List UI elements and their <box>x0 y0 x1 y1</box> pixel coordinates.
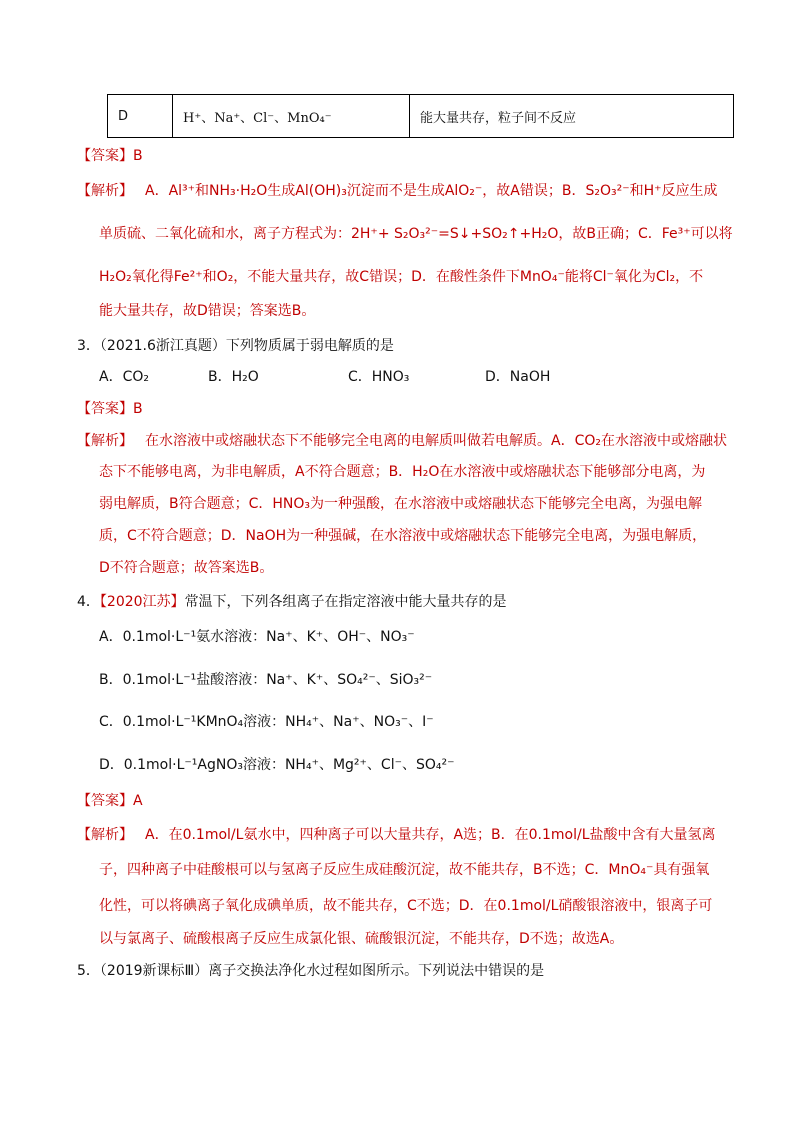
q4-analysis-line-4: 以与氯离子、硫酸根离子反应生成氯化银、硫酸银沉淀，不能共存，D不选；故选A。 <box>99 931 624 947</box>
q4-source-tag: 【2020江苏】 <box>99 594 185 610</box>
q3-analysis-label: 【解析】 <box>77 433 133 449</box>
q3-answer <box>77 399 143 419</box>
q3-option-c: C．HNO₃ <box>348 369 410 385</box>
q3-analysis-line-5: D不符合题意；故答案选B。 <box>99 560 274 576</box>
q4-option-a: A．0.1mol·L⁻¹氨水溶液：Na⁺、K⁺、OH⁻、NO₃⁻ <box>99 629 415 645</box>
q2-analysis-line-4: 能大量共存，故D错误；答案选B。 <box>99 303 316 319</box>
q4-stem-text: 常温下，下列各组离子在指定溶液中能大量共存的是 <box>184 594 507 610</box>
q4-option-c: C．0.1mol·L⁻¹KMnO₄溶液：NH₄⁺、Na⁺、NO₃⁻、I⁻ <box>99 714 434 730</box>
q3-option-a: A．CO₂ <box>99 369 149 385</box>
answer-value: A <box>133 793 143 809</box>
q2-analysis-label: 【解析】 <box>77 183 133 199</box>
q3-option-d: D．NaOH <box>485 369 551 385</box>
q2-analysis-line-2: 单质硫、二氧化硫和水，离子方程式为：2H⁺+ S₂O₃²⁻=S↓+SO₂↑+H₂O，故B正确；C．Fe³⁺可以将 <box>99 226 733 242</box>
q4-analysis-line-3: 化性，可以将碘离子氧化成碘单质，故不能共存，C不选；D．在0.1mol/L硝酸银溶液中，银离子可 <box>99 898 713 914</box>
q2-answer <box>77 146 143 166</box>
q4-stem <box>77 592 507 612</box>
q3-analysis-line-2: 态下不能够电离，为非电解质，A不符合题意；B．H₂O在水溶液中或熔融状态下能够部分电离，为 <box>99 464 706 480</box>
q4-option-b: B．0.1mol·L⁻¹盐酸溶液：Na⁺、K⁺、SO₄²⁻、SiO₃²⁻ <box>99 672 433 688</box>
q2-analysis-line-1: A．Al³⁺和NH₃·H₂O生成Al(OH)₃沉淀而不是生成AlO₂⁻，故A错误；B．S₂O₃²⁻和H⁺反应生成 <box>145 183 718 199</box>
option-letter-cell: D <box>108 95 173 138</box>
q4-number: 4． <box>77 594 100 610</box>
ions-cell: H⁺、Na⁺、Cl⁻、MnO₄⁻ <box>173 95 410 138</box>
q4-analysis-label: 【解析】 <box>77 827 133 843</box>
q4-answer <box>77 791 143 811</box>
q3-analysis-line-4: 质，C不符合题意；D．NaOH为一种强碱，在水溶液中或熔融状态下能够完全电离，为强电解质， <box>99 528 707 544</box>
q2-analysis-line-3: H₂O₂氧化得Fe²⁺和O₂，不能大量共存，故C错误；D．在酸性条件下MnO₄⁻能将Cl⁻氧化为Cl₂，不 <box>99 269 704 285</box>
table-row <box>108 95 734 138</box>
judgement-cell: 能大量共存，粒子间不反应 <box>410 95 734 138</box>
q3-analysis-line-1: 在水溶液中或熔融状态下不能够完全电离的电解质叫做若电解质。A．CO₂在水溶液中或熔融状 <box>145 433 727 449</box>
q3-analysis-line-3: 弱电解质，B符合题意；C．HNO₃为一种强酸，在水溶液中或熔融状态下能够完全电离，为强电解 <box>99 496 703 512</box>
q4-analysis-line-1: A．在0.1mol/L氨水中，四种离子可以大量共存，A选；B．在0.1mol/L盐酸中含有大量氢离 <box>145 827 716 843</box>
q5-stem: 5．（2019新课标Ⅲ）离子交换法净化水过程如图所示。下列说法中错误的是 <box>77 963 545 979</box>
q4-analysis-line-2: 子，四种离子中硅酸根可以与氢离子反应生成硅酸沉淀，故不能共存，B不选；C．MnO₄⁻具有强氧 <box>99 862 710 878</box>
q3-stem: 3．（2021.6浙江真题）下列物质属于弱电解质的是 <box>77 338 394 354</box>
options-table <box>107 94 734 138</box>
answer-label: 【答案】 <box>77 793 133 809</box>
q4-option-d: D．0.1mol·L⁻¹AgNO₃溶液：NH₄⁺、Mg²⁺、Cl⁻、SO₄²⁻ <box>99 757 455 773</box>
answer-value: B <box>133 401 143 417</box>
answer-label: 【答案】 <box>77 148 133 164</box>
answer-label: 【答案】 <box>77 401 133 417</box>
q3-option-b: B．H₂O <box>208 369 259 385</box>
answer-value: B <box>133 148 143 164</box>
